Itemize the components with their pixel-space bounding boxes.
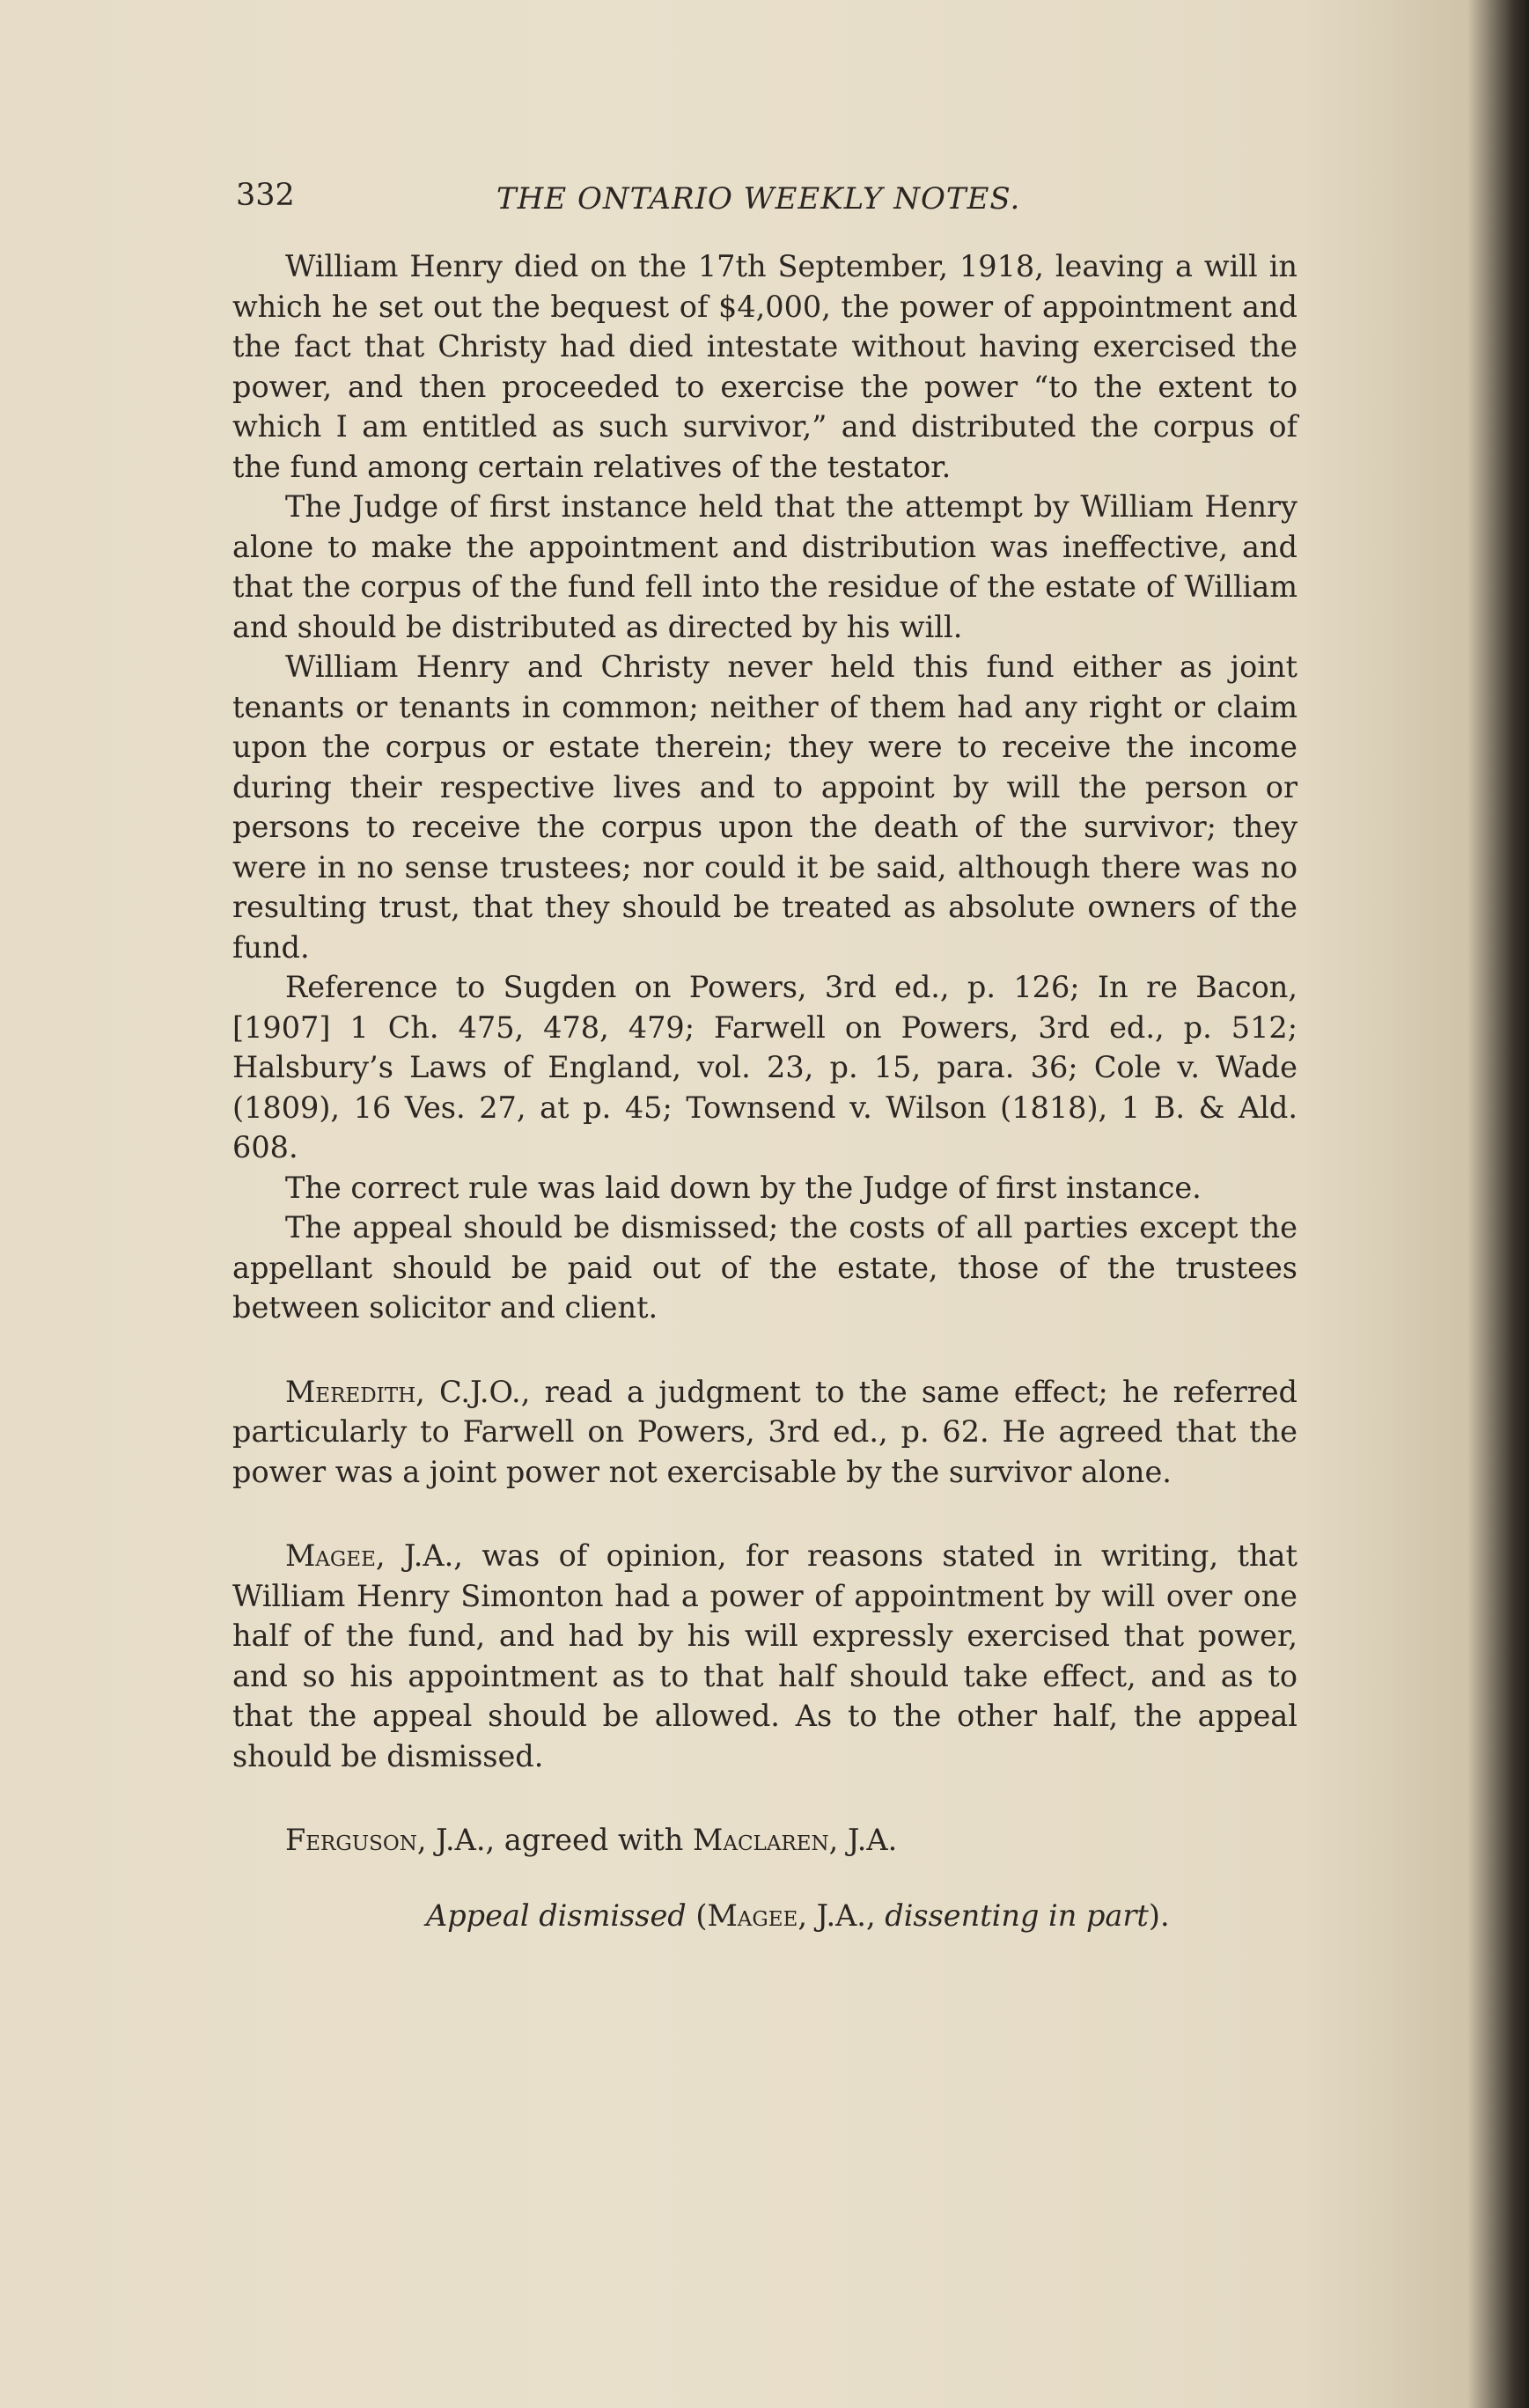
- judgment-ferguson: [232, 1820, 1297, 1861]
- running-head: THE ONTARIO WEEKLY NOTES.: [496, 181, 1021, 217]
- paragraph-joint-tenants: William Henry and Christy never held this fund either as joint tenants or tenants in common; neither of them had any right or claim upon the corpus or estate therein; they were to receive the income during their respective lives and to appoint by will the person or persons to receive the corpus upon the death of the survivor; they were in no sense trustees; nor could it be said, although there was no resulting trust, that they should be treated as absolute owners of the fund.: [232, 650, 1297, 965]
- page-number: 332: [236, 178, 295, 213]
- judge-name-maclaren: Maclaren: [693, 1823, 829, 1857]
- disposition-result: Appeal dismissed: [426, 1898, 687, 1933]
- disposition-mid: , J.A.,: [798, 1898, 886, 1933]
- disposition-close: ).: [1148, 1898, 1170, 1933]
- disposition-judge-name: Magee: [707, 1898, 798, 1933]
- judgment-meredith: [232, 1372, 1297, 1493]
- paragraph-first-instance: The Judge of first instance held that the attempt by William Henry alone to make the appointment and distribution was ineffective, and that the corpus of the fund fell into the residue of the estate of William and should be distributed as directed by his will.: [232, 489, 1297, 644]
- disposition-dissent: dissenting in part: [885, 1898, 1149, 1933]
- paragraph-correct-rule: The correct rule was laid down by the Judge of first instance.: [285, 1170, 1202, 1205]
- judgment-ferguson-text-end: , J.A.: [828, 1823, 898, 1857]
- paragraph-appeal-dismissed: The appeal should be dismissed; the costs of all parties except the appellant should be paid out of the estate, those of the trustees between solicitor and client.: [232, 1210, 1297, 1325]
- disposition: [232, 1896, 1297, 1936]
- paragraph-references: Reference to Sugden on Powers, 3rd ed., p. 126; In re Bacon, [1907] 1 Ch. 475, 478, 479; Farwell on Powers, 3rd ed., p. 512; Halsbury’s Laws of England, vol. 23, p. 15, para. 36; Cole v. Wade (1809), 16 Ves. 27, at p. 45; Townsend v. Wilson (1818), 1 B. & Ald. 608.: [232, 970, 1297, 1164]
- judge-name-magee: Magee: [285, 1538, 376, 1573]
- judge-name-ferguson: Ferguson: [285, 1823, 417, 1857]
- judgment-magee-text: , J.A., was of opinion, for reasons stated in writing, that William Henry Simonton had a power of appointment by will over one half of the fund, and had by his will expressly exercised that power, and so his appointment as to that half should take effect, and as to that the appeal should be allowed. As to the other half, the appeal should be dismissed.: [232, 1538, 1297, 1773]
- page-text: [232, 176, 1297, 1935]
- judgment-meredith-text: , C.J.O., read a judgment to the same effect; he referred particularly to Farwell on Powers, 3rd ed., p. 62. He agreed that the power was a joint power not exercisable by the survivor alone.: [232, 1374, 1297, 1489]
- paragraph-will: William Henry died on the 17th September, 1918, leaving a will in which he set out the bequest of $4,000, the power of appointment and the fact that Christy had died intestate without having exercised the power, and then proceeded to exercise the power “to the extent to which I am entitled as such survivor,” and distributed the corpus of the fund among certain relatives of the testator.: [232, 249, 1297, 484]
- judgment-magee: [232, 1536, 1297, 1776]
- page-header: [232, 176, 1297, 229]
- judge-name-meredith: Meredith: [285, 1374, 416, 1409]
- disposition-open: (: [686, 1898, 708, 1933]
- judgment-ferguson-text: , J.A., agreed with: [416, 1823, 694, 1857]
